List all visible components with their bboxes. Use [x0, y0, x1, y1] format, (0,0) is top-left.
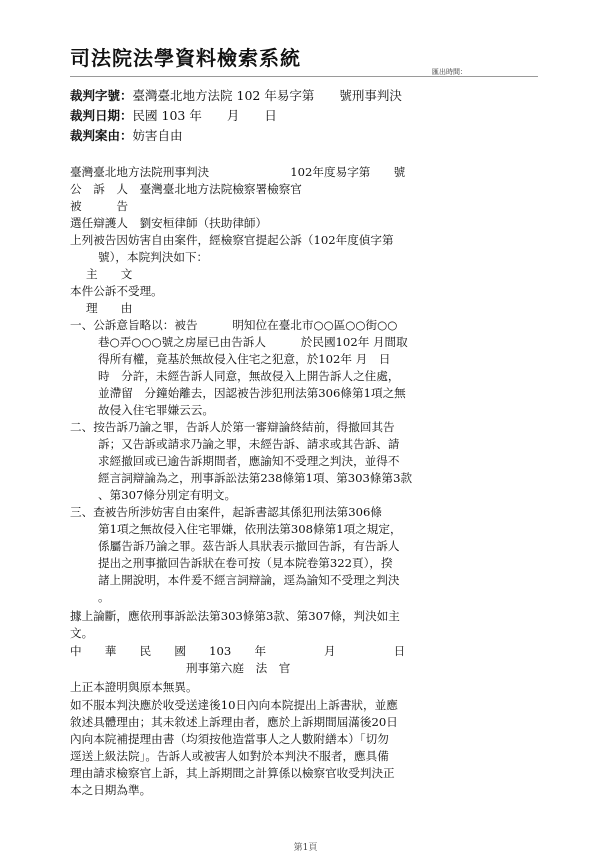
text-line: 、第307條分別定有明文。 — [98, 488, 237, 502]
court-heading-line: 臺灣臺北地方法院刑事判決 102年度易字第 號 — [70, 165, 406, 179]
text-line: 本件公訴不受理。 — [70, 284, 163, 298]
text-line: 二、按告訴乃論之罪，告訴人於第一審辯論終結前，得撤回其告 — [70, 420, 395, 434]
judge-line: 刑事第六庭 法 官 — [186, 661, 291, 675]
text-line: 並滯留 分鐘始離去，因認被告涉犯刑法第306條第1項之無 — [98, 386, 406, 400]
section-heading-reasons: 理 由 — [86, 301, 133, 315]
text-line: 提出之刑事撤回告訴狀在卷可按（見本院卷第322頁），揆 — [98, 556, 393, 570]
text-line: 經言詞辯論為之，刑事訴訟法第238條第1項、第303條第3款 — [98, 471, 413, 485]
text-line: 敘述具體理由；其未敘述上訴理由者，應於上訴期間屆滿後20日 — [70, 715, 398, 729]
text-line: 時 分許，未經告訴人同意，無故侵入上開告訴人之住處， — [98, 369, 400, 383]
text-line: 號），本院判決如下： — [98, 250, 209, 264]
text-line: 上列被告因妨害自由案件，經檢察官提起公訴（102年度偵字第 — [70, 233, 394, 247]
judgment-date-value: 民國 103 年 月 日 — [132, 108, 277, 123]
text-line: 如不服本判決應於收受送達後10日內向本院提出上訴書狀，並應 — [70, 698, 398, 712]
judgment-date-label: 裁判日期： — [70, 108, 133, 123]
page-number: 第1頁 — [293, 843, 318, 853]
text-line: 諸上開說明，本件爰不經言詞辯論，逕為諭知不受理之判決 — [98, 573, 400, 587]
text-line: 據上論斷，應依刑事訴訟法第303條第3款、第307條，判決如主 — [70, 609, 400, 623]
text-line: 係屬告訴乃論之罪。茲告訴人具狀表示撤回告訴，有告訴人 — [98, 539, 400, 553]
text-line: 。 — [98, 590, 110, 604]
text-line: 本之日期為準。 — [70, 783, 152, 797]
system-title: 司法院法學資料檢索系統 — [70, 46, 301, 70]
text-line: 訴；又告訴或請求乃論之罪，未經告訴、請求或其告訴、請 — [98, 437, 400, 451]
export-time-label: 匯出時間： — [432, 68, 467, 76]
date-line: 中 華 民 國 103 年 月 日 — [70, 644, 406, 658]
header-divider — [70, 76, 538, 77]
text-line: 第1項之無故侵入住宅罪嫌，依刑法第308條第1項之規定， — [98, 522, 402, 536]
case-number-row — [70, 86, 402, 104]
defendant-line: 被 告 — [70, 199, 128, 213]
text-line: 逕送上級法院」。告訴人或被害人如對於本判決不服者，應具備 — [70, 749, 389, 763]
text-line: 三、查被告所涉妨害自由案件，起訴書認其係犯刑法第306條 — [70, 505, 382, 519]
text-line: 求經撤回或已逾告訴期間者，應諭知不受理之判決，並得不 — [98, 454, 400, 468]
text-line: 巷○弄○○○號之房屋已由告訴人 於民國102年 月間取 — [98, 335, 408, 349]
text-line: 內向本院補提理由書（均須按他造當事人之人數附繕本）「切勿 — [70, 732, 389, 746]
section-heading-main: 主 文 — [86, 267, 133, 281]
text-line: 文。 — [70, 626, 94, 640]
text-line: 一、公訴意旨略以：被告 明知位在臺北市○○區○○街○○ — [70, 318, 398, 332]
defense-counsel-line: 選任辯護人 劉安桓律師（扶助律師） — [70, 216, 268, 230]
text-line: 理由請求檢察官上訴，其上訴期間之計算係以檢察官收受判決正 — [70, 766, 395, 780]
case-number-value: 臺灣臺北地方法院 102 年易字第 號刑事判決 — [132, 88, 402, 103]
case-cause-row — [70, 126, 183, 144]
text-line: 上正本證明與原本無異。 — [70, 680, 198, 694]
case-cause-label: 裁判案由： — [70, 128, 133, 143]
prosecutor-line: 公 訴 人 臺灣臺北地方法院檢察署檢察官 — [70, 182, 302, 196]
case-cause-value: 妨害自由 — [132, 128, 183, 143]
judgment-date-row — [70, 106, 277, 124]
case-number-label: 裁判字號： — [70, 88, 133, 103]
text-line: 故侵入住宅罪嫌云云。 — [98, 403, 214, 417]
text-line: 得所有權，竟基於無故侵入住宅之犯意，於102年 月 日 — [98, 352, 391, 366]
